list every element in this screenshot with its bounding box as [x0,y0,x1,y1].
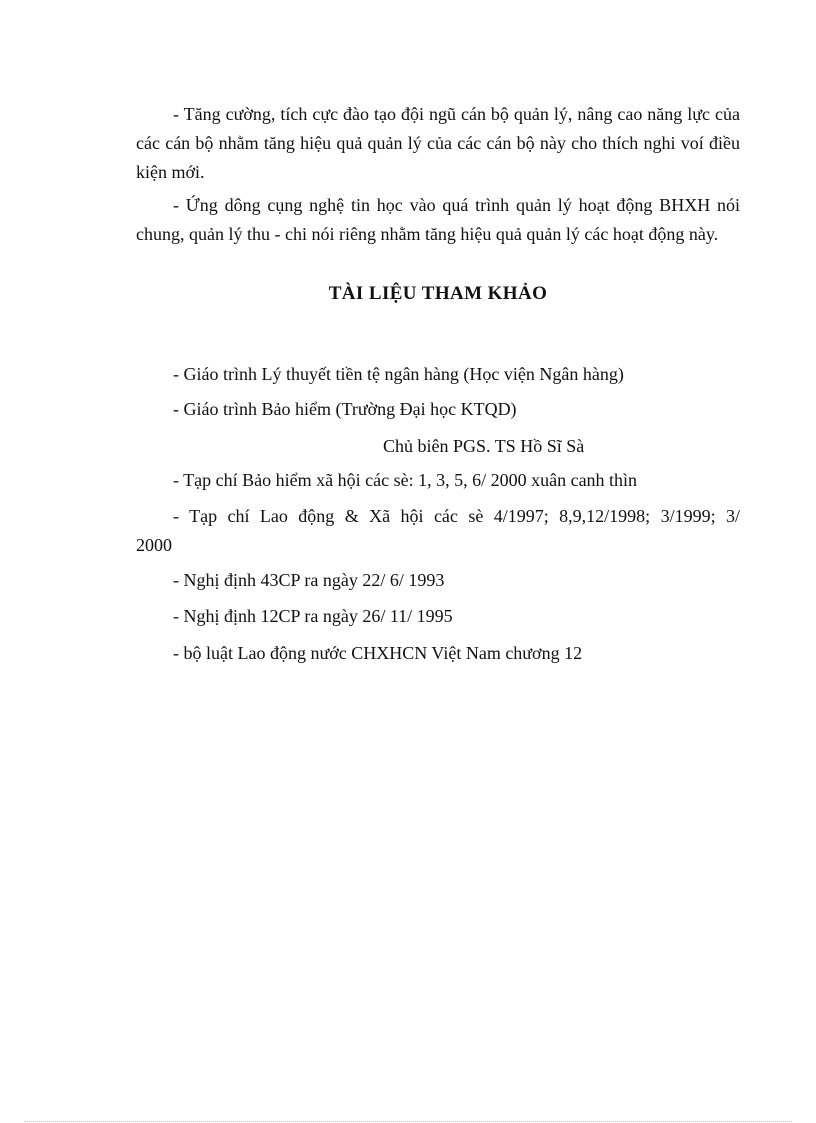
reference-item-3: - Tạp chí Bảo hiểm xã hội các sè: 1, 3, 5, 6/ 2000 xuân canh thìn [173,470,638,490]
body-paragraph-it-application: - Ứng dông cụng nghệ tin học vào quá trình quản lý hoạt động BHXH nói chung, quản lý thu - chi nói riêng nhằm tăng hiệu quả quản lý các hoạt động này. [136,195,740,244]
page-bottom-divider [24,1121,792,1122]
reference-item-2: - Giáo trình Bảo hiểm (Trường Đại học KTQD) [173,399,517,419]
reference-item-2-editor: Chủ biên PGS. TS Hồ Sĩ Sà [383,436,585,456]
reference-item-7: - bộ luật Lao động nước CHXHCN Việt Nam chương 12 [173,643,583,663]
body-paragraph-training: - Tăng cường, tích cực đào tạo đội ngũ cán bộ quản lý, nâng cao năng lực của các cán bộ nhằm tăng hiệu quả quản lý của các cán bộ này cho thích nghi voí điều kiện mới. [136,104,740,182]
references-title: TÀI LIỆU THAM KHẢO [328,283,548,304]
reference-item-1: - Giáo trình Lý thuyết tiền tệ ngân hàng (Học viện Ngân hàng) [173,364,624,384]
reference-item-5: - Nghị định 43CP ra ngày 22/ 6/ 1993 [173,570,445,590]
reference-item-6: - Nghị định 12CP ra ngày 26/ 11/ 1995 [173,606,453,626]
reference-item-4: - Tạp chí Lao động & Xã hội các sè 4/1997; 8,9,12/1998; 3/1999; 3/ 2000 [136,506,740,555]
